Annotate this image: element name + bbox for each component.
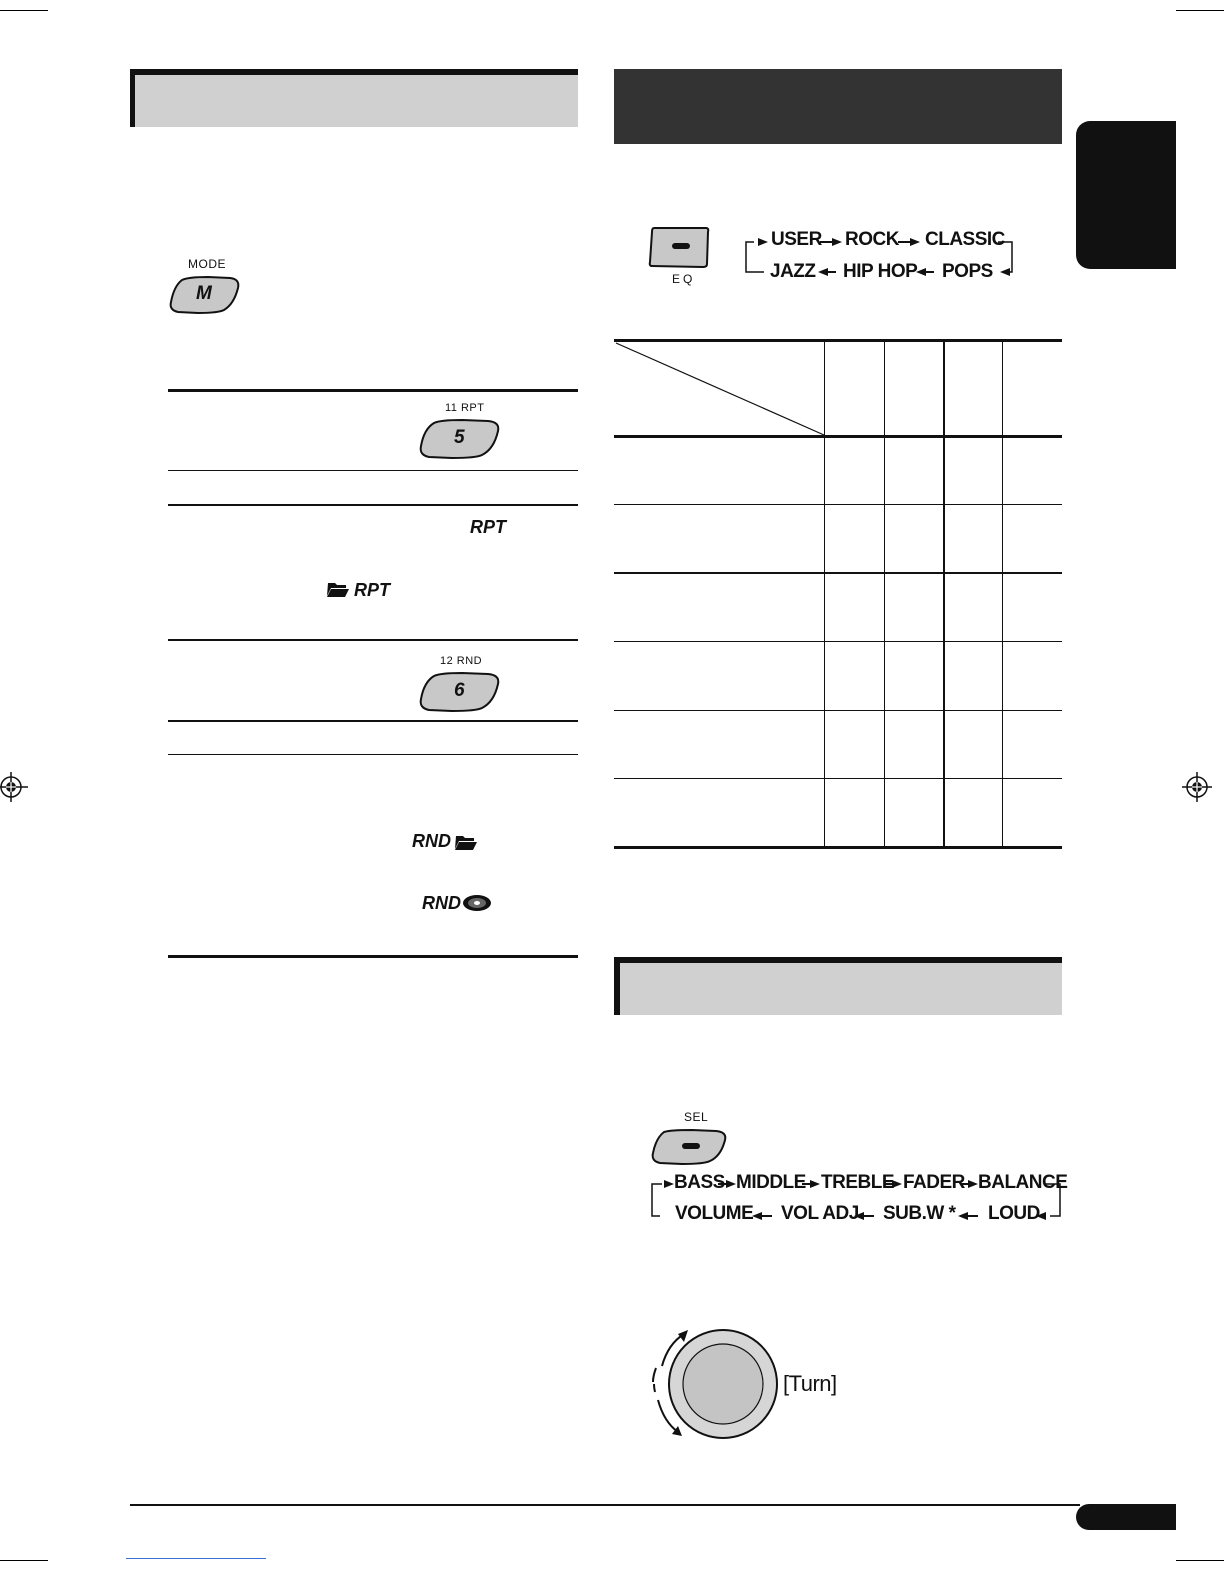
eq-button[interactable]: [648, 226, 710, 268]
crop-mark: [1176, 10, 1224, 11]
table-rule: [168, 504, 578, 506]
repeat-button[interactable]: [418, 419, 502, 459]
registration-mark-icon: [1180, 770, 1214, 804]
table-diagonal: [614, 341, 826, 437]
rnd-disc-indicator: [422, 893, 461, 914]
eq-mode-user: USER: [771, 229, 822, 250]
table-rule: [614, 846, 1062, 849]
rpt-indicator: RPT: [470, 517, 506, 537]
crop-mark: [0, 10, 48, 11]
sound-item-volume: VOLUME: [675, 1203, 754, 1224]
sound-item-loud: LOUD: [988, 1203, 1040, 1224]
crop-mark: [1176, 1560, 1224, 1561]
eq-mode-rock: ROCK: [845, 229, 899, 250]
sel-button[interactable]: [650, 1129, 728, 1165]
eq-mode-classic: CLASSIC: [925, 229, 1005, 250]
eq-mode-jazz: JAZZ: [770, 261, 816, 282]
folder-icon: [453, 833, 479, 851]
mode-button-label: MODE: [188, 257, 226, 271]
language-side-tab: [1076, 121, 1176, 269]
table-rule: [168, 470, 578, 471]
folder-rpt-text: RPT: [354, 580, 390, 600]
folder-rpt-indicator: [326, 580, 390, 600]
table-rule: [168, 720, 578, 722]
eq-settings-table: [614, 339, 1062, 849]
sel-button-label: SEL: [684, 1110, 709, 1124]
table-rule: [168, 389, 578, 392]
table-rule: [614, 710, 1062, 711]
sound-item-treble: TREBLE: [821, 1172, 894, 1193]
footer-rule: [130, 1504, 1080, 1506]
repeat-button-key: 5: [454, 427, 465, 448]
section-header-playback: [130, 69, 578, 127]
eq-button-label: EQ: [672, 272, 696, 286]
sound-item-vol-adj: VOL ADJ: [781, 1203, 859, 1224]
table-rule: [614, 778, 1062, 779]
table-col-rule: [1002, 341, 1003, 847]
rnd-button-label: 12 RND: [440, 655, 483, 667]
rpt-button-label: 11 RPT: [445, 402, 485, 414]
table-rule: [614, 641, 1062, 642]
rnd-folder-text: RND: [412, 831, 451, 851]
table-rule: [614, 504, 1062, 505]
rnd-folder-indicator: [412, 831, 451, 852]
rnd-disc-text: RND: [422, 893, 461, 913]
registration-mark-icon: [0, 770, 30, 804]
table-col-rule: [824, 341, 825, 847]
table-rule: [168, 639, 578, 641]
table-col-rule: [943, 341, 945, 847]
dial-turn-label: [Turn]: [783, 1371, 837, 1396]
folder-icon: [326, 580, 350, 598]
crop-mark: [0, 1560, 48, 1561]
sound-item-fader: FADER: [903, 1172, 965, 1193]
sound-item-subw: SUB.W *: [883, 1203, 956, 1224]
eq-mode-hiphop: HIP HOP: [843, 261, 918, 282]
section-header-sound: [614, 957, 1062, 1015]
table-rule: [614, 572, 1062, 574]
eq-mode-pops: POPS: [942, 261, 993, 282]
crop-link-underline: [126, 1558, 266, 1559]
section-header-equalizer: [614, 69, 1062, 144]
sound-item-middle: MIDDLE: [736, 1172, 806, 1193]
random-button[interactable]: [418, 672, 502, 712]
mode-button[interactable]: [168, 276, 242, 314]
table-rule: [614, 435, 1062, 438]
table-rule: [168, 754, 578, 755]
sound-item-bass: BASS: [674, 1172, 725, 1193]
page-number-tab: [1076, 1504, 1176, 1530]
table-col-rule: [884, 341, 885, 847]
disc-icon: [462, 894, 492, 912]
control-dial[interactable]: [648, 1326, 782, 1442]
mode-button-key: M: [196, 283, 212, 304]
table-rule: [168, 955, 578, 958]
sound-item-balance: BALANCE: [978, 1172, 1068, 1193]
random-button-key: 6: [454, 680, 465, 701]
